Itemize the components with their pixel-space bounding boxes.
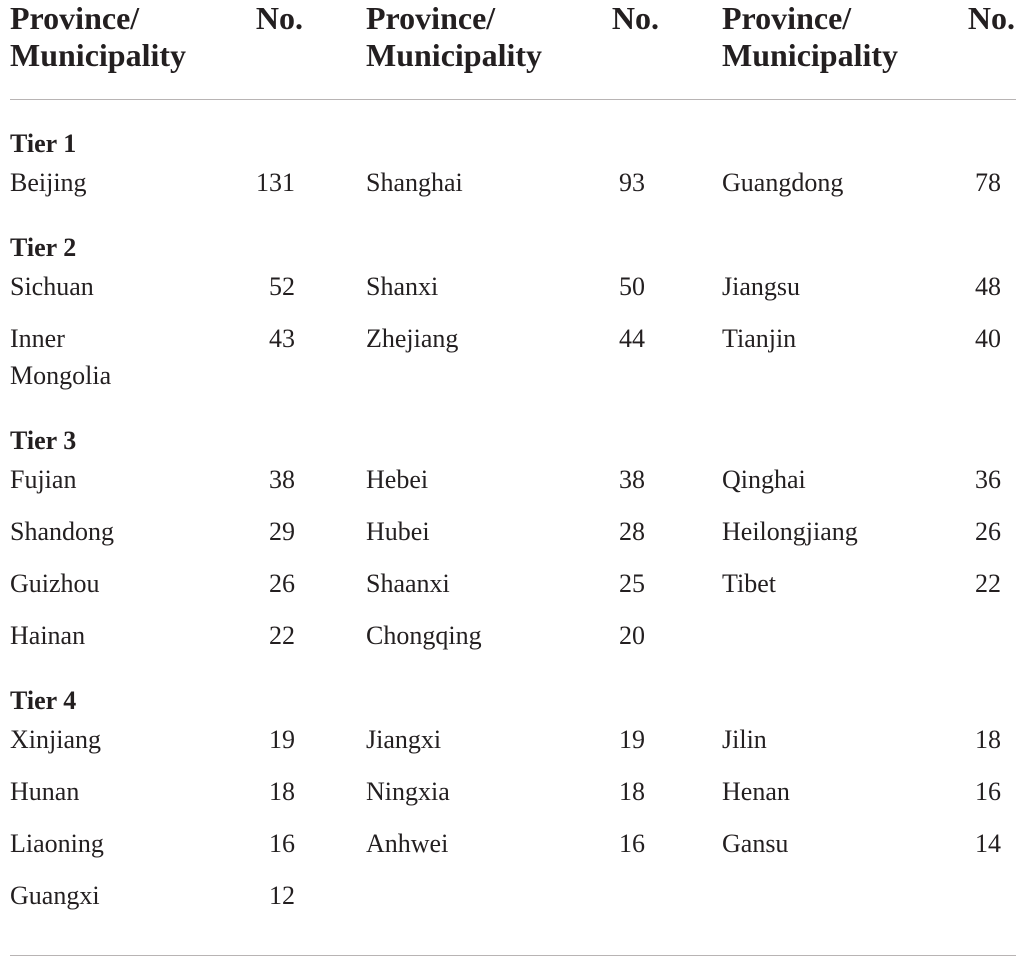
province-name-line: Gansu (722, 829, 789, 858)
province-count: 16 (269, 829, 295, 858)
province-count: 48 (975, 272, 1001, 301)
province-name (366, 773, 450, 810)
province-name-line: Jilin (722, 725, 767, 754)
province-name-line: Guangdong (722, 168, 844, 197)
province-name-line: Sichuan (10, 272, 94, 301)
province-name (10, 825, 104, 862)
province-count: 29 (269, 517, 295, 546)
column-header-province-line: Municipality (722, 37, 899, 73)
province-name-line: Anhwei (366, 829, 449, 858)
column-header-no: No. (255, 0, 303, 36)
province-name (10, 617, 85, 654)
province-name-line: Mongolia (10, 361, 112, 390)
province-name-line: Guangxi (10, 881, 100, 910)
province-name-line: Shaanxi (366, 569, 450, 598)
province-name-line: Inner (10, 324, 65, 353)
bottom-rule (10, 955, 1016, 956)
province-name-line: Xinjiang (10, 725, 101, 754)
column-header-province-line: Municipality (366, 37, 543, 73)
province-name-line: Jiangsu (722, 272, 800, 301)
province-name (722, 320, 796, 357)
column-header-no: No. (967, 0, 1015, 36)
province-name-line: Shanghai (366, 168, 463, 197)
province-name (722, 164, 843, 201)
province-name (366, 721, 441, 758)
province-name (366, 461, 428, 498)
province-count: 22 (975, 569, 1001, 598)
province-name (722, 825, 788, 862)
province-name-line: Hebei (366, 465, 429, 494)
province-name-line: Beijing (10, 168, 87, 197)
province-count: 43 (269, 324, 295, 353)
province-name (366, 320, 458, 357)
province-count: 12 (269, 881, 295, 910)
province-count: 16 (619, 829, 645, 858)
province-name-line: Zhejiang (366, 324, 459, 353)
province-name (10, 721, 101, 758)
province-count: 131 (256, 168, 295, 197)
province-name (10, 461, 76, 498)
column-header-province (366, 0, 542, 74)
province-name (722, 513, 858, 550)
province-name (10, 268, 94, 305)
province-name (10, 773, 79, 810)
tier-heading: Tier 2 (10, 233, 77, 262)
province-count: 78 (975, 168, 1001, 197)
province-name (10, 320, 111, 394)
province-name-line: Qinghai (722, 465, 806, 494)
province-name-line: Guizhou (10, 569, 100, 598)
province-count: 38 (269, 465, 295, 494)
tier-heading: Tier 3 (10, 426, 77, 455)
province-name-line: Hubei (366, 517, 430, 546)
column-header-province (10, 0, 186, 74)
province-count: 26 (975, 517, 1001, 546)
province-count: 36 (975, 465, 1001, 494)
province-count: 18 (619, 777, 645, 806)
province-count: 14 (975, 829, 1001, 858)
province-name-line: Shandong (10, 517, 114, 546)
province-name (10, 565, 100, 602)
province-count: 19 (619, 725, 645, 754)
column-header-province-line: Province/ (10, 0, 140, 36)
province-name (366, 565, 450, 602)
province-count: 50 (619, 272, 645, 301)
province-name (10, 513, 114, 550)
province-name (366, 268, 438, 305)
province-name-line: Liaoning (10, 829, 104, 858)
province-name-line: Tianjin (722, 324, 797, 353)
province-count: 44 (619, 324, 645, 353)
column-header-province (722, 0, 898, 74)
column-header-province-line: Province/ (722, 0, 852, 36)
province-name (722, 773, 790, 810)
province-name-line: Tibet (722, 569, 776, 598)
tier-heading: Tier 4 (10, 686, 77, 715)
province-count: 26 (269, 569, 295, 598)
column-header-no: No. (611, 0, 659, 36)
province-name-line: Ningxia (366, 777, 450, 806)
province-name-line: Hainan (10, 621, 86, 650)
province-count: 19 (269, 725, 295, 754)
province-count: 28 (619, 517, 645, 546)
province-name-line: Hunan (10, 777, 80, 806)
province-count: 38 (619, 465, 645, 494)
province-count: 25 (619, 569, 645, 598)
province-name (366, 617, 482, 654)
province-name (722, 565, 776, 602)
province-count: 20 (619, 621, 645, 650)
province-count: 16 (975, 777, 1001, 806)
province-count: 52 (269, 272, 295, 301)
province-name-line: Fujian (10, 465, 77, 494)
province-count: 18 (269, 777, 295, 806)
province-name (10, 164, 87, 201)
province-name-line: Shanxi (366, 272, 439, 301)
province-name-line: Chongqing (366, 621, 482, 650)
province-name (366, 513, 430, 550)
province-name-line: Jiangxi (366, 725, 442, 754)
province-name (722, 461, 806, 498)
column-header-province-line: Province/ (366, 0, 496, 36)
province-name (366, 825, 448, 862)
tier-heading: Tier 1 (10, 129, 77, 158)
province-name-line: Heilongjiang (722, 517, 858, 546)
province-count: 40 (975, 324, 1001, 353)
province-name (366, 164, 463, 201)
province-name (722, 721, 767, 758)
header-rule (10, 99, 1016, 100)
province-name-line: Henan (722, 777, 790, 806)
province-count: 93 (619, 168, 645, 197)
province-count: 22 (269, 621, 295, 650)
province-name (10, 877, 100, 914)
province-name (722, 268, 800, 305)
province-count: 18 (975, 725, 1001, 754)
column-header-province-line: Municipality (10, 37, 187, 73)
